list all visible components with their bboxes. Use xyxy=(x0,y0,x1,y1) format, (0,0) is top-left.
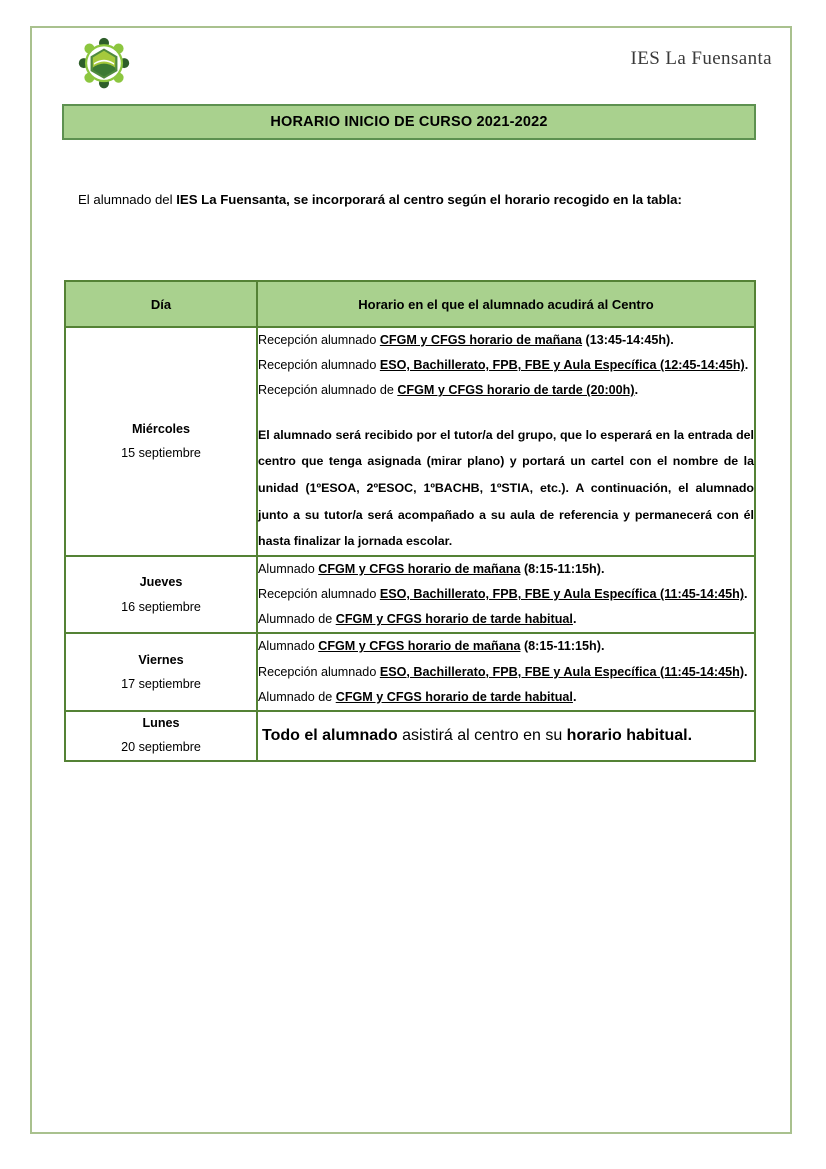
schedule-line-prefix: Alumnado de xyxy=(258,612,336,627)
banner-title: HORARIO INICIO DE CURSO 2021-2022 xyxy=(270,114,548,130)
banner-title-box xyxy=(62,104,756,140)
schedule-cell xyxy=(257,633,755,711)
schedule-line-suffix: (8:15-11:15h). xyxy=(520,561,605,576)
schedule-line-prefix: Recepción alumnado xyxy=(258,358,380,373)
table-row xyxy=(65,327,755,556)
schedule-cell xyxy=(257,327,755,556)
day-name: Jueves xyxy=(139,575,183,590)
schedule-line xyxy=(258,685,754,710)
schedule-line-suffix: . xyxy=(744,664,748,679)
document-header xyxy=(32,28,790,100)
schedule-line xyxy=(258,353,754,378)
intro-strong: IES La Fuensanta, se incorporará al centro según el horario recogido en la tabla: xyxy=(176,192,682,207)
schedule-table xyxy=(64,280,756,762)
day-name: Lunes xyxy=(142,716,180,731)
final-schedule-line xyxy=(258,720,754,752)
schedule-line-suffix: (13:45-14:45h). xyxy=(582,333,674,347)
day-cell xyxy=(65,327,257,556)
schedule-line xyxy=(258,557,754,582)
schedule-line-suffix: (8:15-11:15h). xyxy=(520,639,605,654)
day-date: 20 septiembre xyxy=(121,739,201,754)
day-name: Viernes xyxy=(138,652,184,667)
document-page xyxy=(30,26,792,1134)
schedule-line-suffix: . xyxy=(572,612,577,627)
schedule-line-emphasis: CFGM y CFGS horario de mañana xyxy=(379,333,583,347)
schedule-line-prefix: Alumnado xyxy=(258,639,319,654)
schedule-line-emphasis: CFGM y CFGS horario de tarde habitual xyxy=(335,612,573,627)
day-date: 17 septiembre xyxy=(121,677,201,692)
day-cell xyxy=(65,711,257,761)
schedule-line-prefix: Alumnado xyxy=(258,561,319,576)
day-name: Miércoles xyxy=(131,421,191,436)
schedule-line-suffix: . xyxy=(572,689,577,704)
schedule-line xyxy=(258,378,754,403)
schedule-line-emphasis: ESO, Bachillerato, FPB, FBE y Aula Específica (12:45-14:45h) xyxy=(379,358,745,373)
intro-paragraph xyxy=(78,188,756,211)
final-bold-end: horario habitual. xyxy=(566,726,693,744)
schedule-line-emphasis: ESO, Bachillerato, FPB, FBE y Aula Específica (11:45-14:45h) xyxy=(379,587,745,602)
table-row xyxy=(65,633,755,711)
column-header-day: Día xyxy=(65,281,257,327)
schedule-line-prefix: Recepción alumnado xyxy=(258,664,380,679)
schedule-line-prefix: Recepción alumnado de xyxy=(258,383,398,398)
column-header-schedule: Horario en el que el alumnado acudirá al Centro xyxy=(257,281,755,327)
schedule-line xyxy=(258,660,754,685)
schedule-line-emphasis: CFGM y CFGS horario de mañana xyxy=(318,561,521,576)
schedule-line-suffix: . xyxy=(634,383,639,398)
day-date: 16 septiembre xyxy=(121,599,201,614)
schedule-line-emphasis: CFGM y CFGS horario de tarde habitual xyxy=(335,689,573,704)
ies-la-fuensanta-logo-icon xyxy=(76,34,132,90)
schedule-line xyxy=(258,607,754,632)
intro-lead: El alumnado del xyxy=(78,192,177,207)
school-name: IES La Fuensanta xyxy=(630,48,772,69)
schedule-note-paragraph: El alumnado será recibido por el tutor/a del grupo, que lo esperará en la entrada del centro que tenga asignada (mirar plano) y portará un cartel con el nombre de la unidad (1ºESOA, 2ºESOC, 1ºBACHB, 1ºSTIA, etc.). A continuación, el alumnado junto a su tutor/a será acompañado a su aula de referencia y permanecerá con él hasta finalizar la jornada escolar. xyxy=(258,427,754,549)
schedule-line xyxy=(258,328,754,353)
schedule-line-prefix: Alumnado de xyxy=(258,689,336,704)
table-row xyxy=(65,556,755,634)
schedule-cell xyxy=(257,711,755,761)
day-date: 15 septiembre xyxy=(121,446,201,461)
table-header-row xyxy=(65,281,755,327)
final-middle: asistirá al centro en su xyxy=(397,726,567,744)
schedule-line-suffix: . xyxy=(744,358,749,373)
schedule-line xyxy=(258,634,754,659)
schedule-cell xyxy=(257,556,755,634)
schedule-line-prefix: Recepción alumnado xyxy=(258,587,380,602)
final-bold-start: Todo el alumnado xyxy=(262,726,398,744)
schedule-table-body xyxy=(65,327,755,761)
schedule-line xyxy=(258,582,754,607)
schedule-line-emphasis: ESO, Bachillerato, FPB, FBE y Aula Específica (11:45-14:45h) xyxy=(379,664,745,679)
schedule-line-prefix: Recepción alumnado xyxy=(258,333,380,347)
day-cell xyxy=(65,556,257,634)
schedule-line-emphasis: CFGM y CFGS horario de mañana xyxy=(318,639,521,654)
table-row xyxy=(65,711,755,761)
schedule-line-emphasis: CFGM y CFGS horario de tarde (20:00h) xyxy=(397,383,635,398)
day-cell xyxy=(65,633,257,711)
schedule-line-suffix: . xyxy=(744,587,748,602)
